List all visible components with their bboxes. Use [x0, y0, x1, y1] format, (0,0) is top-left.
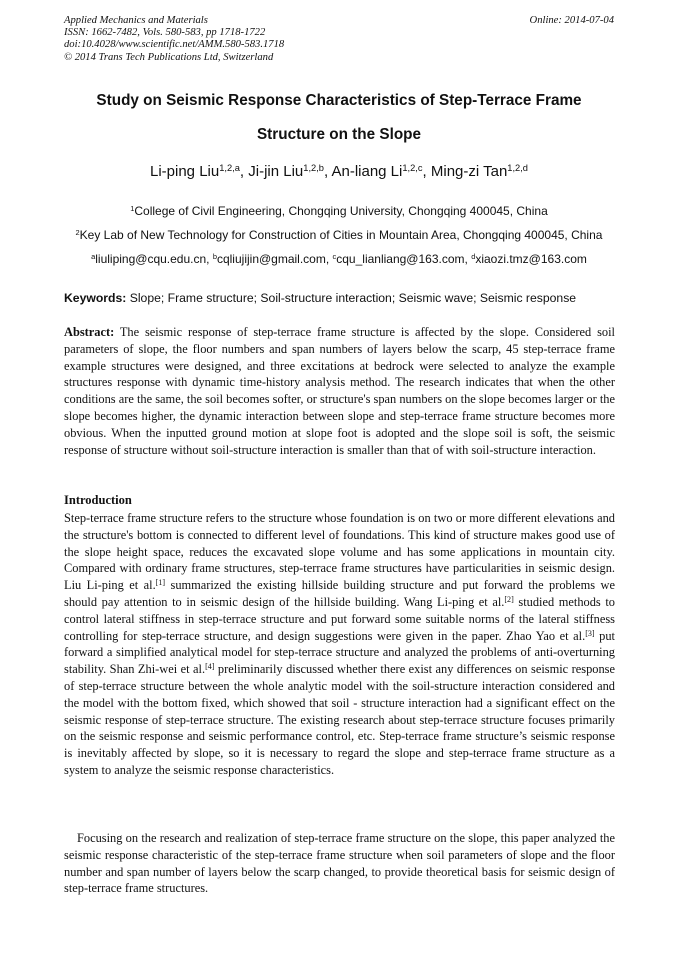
citation: [1]: [155, 578, 166, 588]
issn-line: ISSN: 1662-7482, Vols. 580-583, pp 1718-1722: [64, 27, 266, 39]
author-name: Li-ping Liu: [150, 163, 220, 180]
email-address: liuliping@cqu.edu.cn: [95, 252, 207, 266]
keywords-label: Keywords:: [64, 291, 127, 305]
doi-line: doi:10.4028/www.scientific.net/AMM.580-583.1718: [64, 39, 285, 51]
keywords: [64, 291, 616, 305]
journal-name: Applied Mechanics and Materials: [64, 15, 208, 26]
paper-title-line-2: Structure on the Slope: [256, 126, 422, 143]
abstract-text: The seismic response of step-terrace frame structure is affected by the slope. Considered soil parameters of slope, the floor numbers and span numbers of layers below the scarp, 45 step-terrace frame example structures were designed, and three excitations at bedrock were selected to analyze the example structures response with dynamic time-history analysis method. The research indicates that when the other conditions are the same, the soil becomes softer, or structure's span numbers on the slope becomes larger or the slope becomes higher, the dynamic interaction between slope and step-terrace frame structure becomes more obvious. When the inputted ground motion at slope foot is adopted and the slope soil is soft, the seismic response of structure without soil-structure interaction is smaller than that of with soil-structure interaction.: [64, 325, 615, 457]
citation: [3]: [585, 628, 595, 638]
paper-title-line-1: Study on Seismic Response Characteristics of Step-Terrace Frame: [96, 92, 582, 109]
citation: [2]: [504, 594, 514, 604]
author-name: Ji-jin Liu: [248, 163, 304, 180]
email-line: $^a$liuliping@cqu.edu.cn, $^b$cqliujijin@gmail.com, $^c$cqu_lianliang@163.com, $^d$xiaozi.tmz@163.com: [91, 251, 587, 266]
author-affiliation-marker: 1,2,c: [402, 162, 423, 173]
author-name: Ming-zi Tan: [430, 163, 508, 180]
introduction-paragraph-2: Focusing on the research and realization of step-terrace frame structure on the slope, this paper analyzed the seismic response characteristic of the step-terrace frame structure when soil parameters of slope and the floor number and span number of layers below the scarp changed, to provide theoretical basis for seismic design of step-terrace frame structures.: [64, 831, 615, 896]
abstract-label: Abstract:: [64, 325, 115, 339]
journal-header: [64, 15, 284, 64]
affiliation-1: $^1$College of Civil Engineering, Chongqing University, Chongqing 400045, China: [130, 203, 548, 218]
author-name: An-liang Li: [331, 163, 403, 180]
email-address: xiaozi.tmz@163.com: [475, 252, 587, 266]
citation: [4]: [205, 662, 215, 672]
author-affiliation-marker: 1,2,b: [303, 162, 324, 173]
author-affiliation-marker: 1,2,a: [219, 162, 240, 173]
affiliation-2: $^2$Key Lab of New Technology for Construction of Cities in Mountain Area, Chongqing 400045, China: [75, 227, 603, 242]
copyright-line: © 2014 Trans Tech Publications Ltd, Switzerland: [64, 51, 274, 63]
section-heading-introduction: Introduction: [64, 493, 132, 507]
author-affiliation-marker: 1,2,d: [507, 162, 528, 173]
email-address: cqu_lianliang@163.com: [336, 252, 465, 266]
author-list: Li-ping Liu$^{1,2,a}$, Ji-jin Liu$^{1,2,b}$, An-liang Li$^{1,2,c}$, Ming-zi Tan$^{1,2,d}$: [150, 162, 528, 180]
online-date: Online: 2014-07-04: [529, 15, 614, 26]
introduction-paragraph-1: Step-terrace frame structure refers to the structure whose foundation is on two or more different elevations and the structure's bottom is connected to different level of foundations. This kind of structure makes good use of the slope height space, reduces the excavated slope volume and has some applications in mountain city. Compared with ordinary frame structures, step-terrace frame structures have particularities in seismic design. Liu Li-ping et al.[1] summarized the existing hillside building structure and put forward the problems we should pay attention to in seismic design of the hillside building. Wang Li-ping et al.[2] studied methods to control lateral stiffness in step-terrace structure and put forward some suitable norms of the lateral stiffness controlling for step-terrace structure, and design suggestions were given in the paper. Zhao Yao et al.[3] put forward a simplified analytical model for step-terrace structure and analyzed the problems of anti-overturning stability. Shan Zhi-wei et al.[4] preliminarily discussed whether there exist any differences on seismic response of step-terrace structure between the whole analytic model with the soil-structure interaction considered and the model with the bottom fixed, which showed that soil - structure interaction had a significant effect on the seismic response of step-terrace structure. The existing research about step-terrace structure focuses primarily on the seismic response and seismic performance control, etc. Step-terrace frame structure’s seismic response is inevitably affected by slope, so it is necessary to regard the slope and step-terrace frame structure as a system to analyze the seismic response characteristics.: [64, 511, 616, 777]
email-address: cqliujijin@gmail.com: [216, 252, 326, 266]
abstract: [64, 324, 615, 458]
keywords-text: Slope; Frame structure; Soil-structure interaction; Seismic wave; Seismic response: [129, 291, 577, 305]
